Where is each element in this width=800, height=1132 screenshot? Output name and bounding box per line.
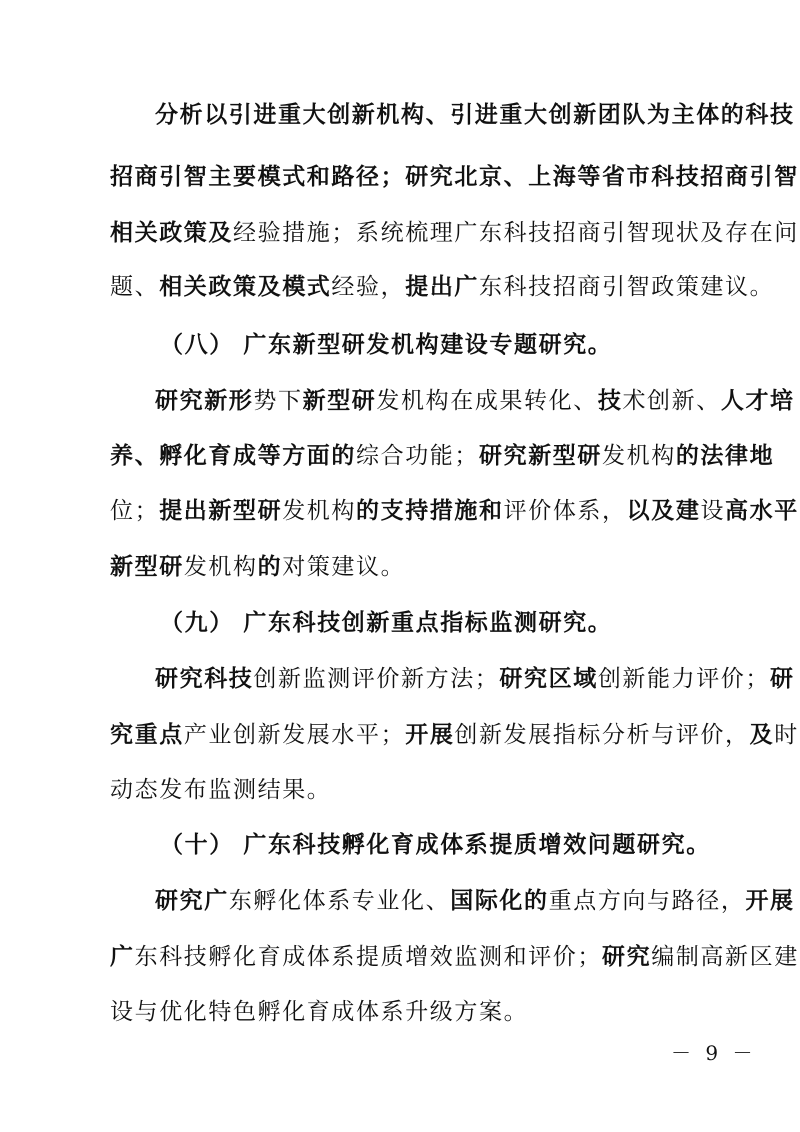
text-run: 创新监测评价新方法；	[253, 666, 500, 692]
bold-text-run: 研究区域	[499, 666, 598, 692]
paragraph-line	[110, 496, 799, 526]
section-heading-8: （八） 广东新型研发机构建设专题研究。	[160, 332, 613, 358]
bold-text-run: 人才培	[720, 388, 795, 414]
text-run: 势下	[253, 388, 303, 414]
paragraph-line	[110, 218, 799, 248]
text-run: 系统梳理广东科技招商引智现状及存在问	[356, 220, 799, 246]
bold-text-run: 研	[770, 666, 795, 692]
text-run: 综合功能；	[356, 443, 479, 469]
paragraph-line	[155, 664, 795, 694]
paragraph-line	[110, 720, 799, 750]
bold-text-run: 技	[597, 388, 623, 414]
paragraph-line	[155, 100, 795, 130]
bold-text-run: 提出新型研	[159, 498, 283, 524]
bold-text-run: 的法律地	[675, 443, 775, 469]
section-heading-10: （十） 广东科技孵化育成体系提质增效问题研究。	[160, 832, 711, 858]
bold-text-run: 研究新形	[155, 388, 254, 414]
paragraph-line	[110, 775, 331, 805]
paragraph-line	[155, 886, 795, 916]
bold-text-run: 新型研	[302, 388, 377, 414]
bold-text-run: 研究广	[155, 888, 229, 914]
text-run: 重点方向与路径，	[548, 888, 746, 914]
paragraph-line	[110, 272, 774, 302]
text-run: 编制高新区建	[651, 944, 799, 970]
bold-text-run: 招商引智主要模式和路径；研究北京、上海等省市科技招商引智	[110, 164, 799, 190]
paragraph-line	[155, 386, 795, 416]
bold-text-run: 以及建	[626, 498, 701, 524]
text-run: 东科技孵化育成体系提质增效监测和评价；	[134, 944, 603, 970]
text-run: 动态发布监测结果。	[110, 777, 332, 803]
text-run: 发机构在成果转化、	[376, 388, 598, 414]
text-run: 东科技招商引智政策建议。	[479, 274, 775, 300]
text-run: 位；	[110, 498, 160, 524]
text-run: 对策建议。	[282, 554, 406, 580]
text-run: 产业创新发展水平；	[183, 722, 406, 748]
text-run: 时	[774, 722, 799, 748]
bold-text-run: 开展	[405, 722, 455, 748]
page-number: － 9 －	[671, 1041, 757, 1065]
bold-text-run: 新型研	[110, 554, 184, 580]
bold-text-run: 国际化的	[450, 888, 549, 914]
section-heading-9: （九） 广东科技创新重点指标监测研究。	[160, 610, 613, 636]
bold-text-run: 相关政策及	[110, 220, 233, 246]
paragraph-line	[110, 162, 799, 192]
bold-text-run: 究重点	[110, 722, 184, 748]
bold-text-run: 广	[110, 944, 135, 970]
bold-text-run: 研究新型研	[479, 443, 602, 469]
paragraph-line	[110, 942, 799, 972]
paragraph-line	[110, 441, 774, 471]
bold-text-run: 的	[257, 554, 283, 580]
text-run: 设与优化特色孵化育成体系升级方案。	[110, 999, 529, 1025]
bold-text-run: 研究科技	[155, 666, 254, 692]
text-run: 术创新、	[622, 388, 721, 414]
bold-text-run: 养、孵化育成等方面的	[110, 443, 356, 469]
paragraph-line	[110, 552, 405, 582]
bold-text-run: 研究	[602, 944, 652, 970]
bold-text-run: 分析以引进重大创新机构、引进重大创新团队为主体的科技	[155, 102, 795, 128]
bold-text-run: 的支持措施和	[356, 498, 504, 524]
bold-text-run: 相关政策及模式	[159, 274, 332, 300]
text-run: 东孵化体系专业化、	[228, 888, 451, 914]
bold-text-run: 及	[749, 722, 775, 748]
text-run: 创新发展指标分析与评价，	[454, 722, 750, 748]
text-run: 经验，	[331, 274, 406, 300]
text-run: 发机构	[602, 443, 676, 469]
bold-text-run: 开展	[745, 888, 795, 914]
text-run: 发机构	[282, 498, 357, 524]
text-run: 题、	[110, 274, 160, 300]
text-run: 经验措施；	[233, 220, 356, 246]
text-run: 设	[700, 498, 726, 524]
text-run: 评价体系，	[503, 498, 627, 524]
paragraph-line	[110, 997, 528, 1027]
text-run: 发机构	[183, 554, 258, 580]
bold-text-run: 高水平	[725, 498, 799, 524]
text-run: 创新能力评价；	[597, 666, 771, 692]
bold-text-run: 提出广	[405, 274, 480, 300]
